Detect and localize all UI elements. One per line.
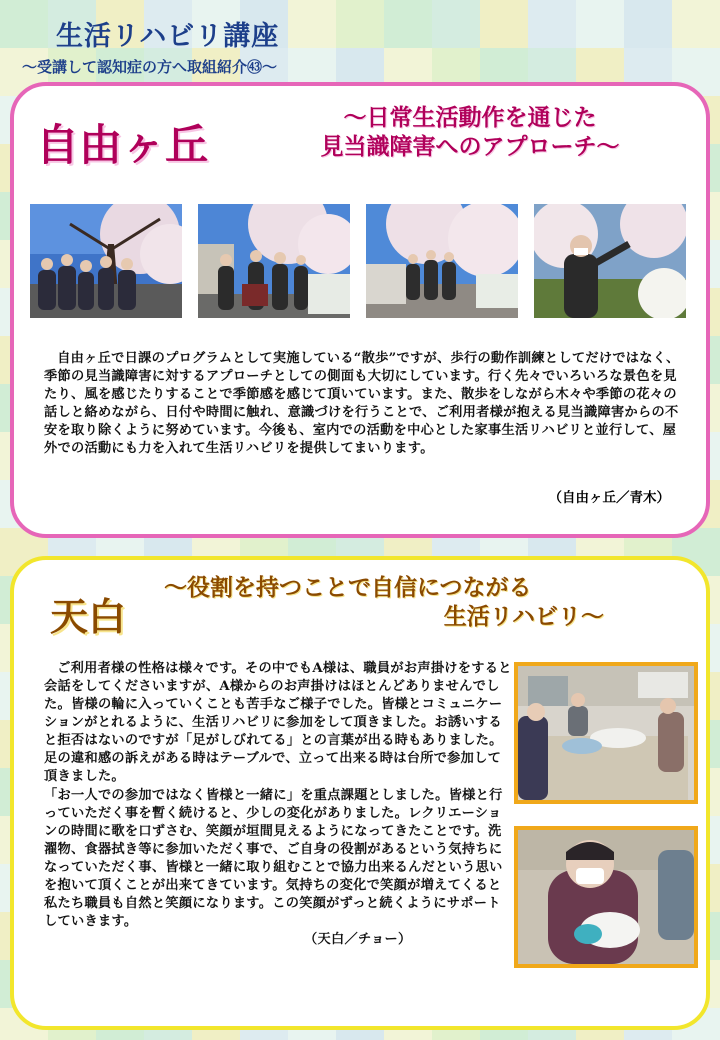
- activity-photo-2: [514, 826, 698, 968]
- walk-photo-2: [198, 204, 350, 318]
- section-tenpaku-card: [10, 556, 710, 1030]
- page-subtitle: ～受講して認知症の方へ取組紹介㊸～: [22, 58, 278, 76]
- section-author: （天白／チョー）: [304, 932, 412, 948]
- walk-photo-4: [534, 204, 686, 318]
- walk-photo-1: [30, 204, 182, 318]
- walk-photo-3: [366, 204, 518, 318]
- mosaic-tile: [672, 0, 720, 48]
- section-headline: [164, 574, 634, 632]
- section-place-name: 天白: [50, 594, 127, 639]
- section-body-text: [44, 660, 514, 949]
- mosaic-tile: [528, 0, 576, 48]
- section-place-name: 自由ヶ丘: [36, 121, 208, 171]
- mosaic-tile: [432, 0, 480, 48]
- body-paragraph-1: ご利用者様の性格は様々です。その中でもA様は、職員がお声掛けをすると会話をしてくださいますが、A様からのお声掛けはほとんどありませんでした。皆様の輪に入っていくことも苦手なご様子でした。皆様とコミュニケーションがとれるように、生活リハビリに参加をして頂きました。お誘いすると拒否はないのですが「足がしびれてる」との言葉が出る時もありました。足の違和感の訴えがある時はテーブルで、立って出来る時は台所で参加して頂きました。: [44, 661, 512, 785]
- section-body-text: 自由ヶ丘で日課のプログラムとして実施している“散歩”ですが、歩行の動作訓練としてだけではなく、季節の見当識障害に対するアプローチとしての側面も大切にしています。行く先々でいろいろな景色を見たり、風を感じたりすることで季節感を感じて頂いています。また、散歩をしながら木々や季節の花々の話しと絡めながら、日付や時間に触れ、意識づけを行うことで、ご利用者様が抱える見当識障害からの不安を取り除くように努めています。今後も、室内での活動を中心とした家事生活リハビリと並行して、屋外での活動にも力を入れて生活リハビリを提供してまいります。: [44, 351, 680, 457]
- mosaic-tile: [384, 0, 432, 48]
- mosaic-tile: [480, 0, 528, 48]
- mosaic-tile: [336, 0, 384, 48]
- mosaic-tile: [0, 0, 48, 48]
- mosaic-tile: [288, 0, 336, 48]
- body-paragraph-2: 「お一人での参加ではなく皆様と一緒に」を重点課題としました。皆様と行っていただく事を暫く続けると、少しの変化がありました。レクリエーションの時間に歌を口ずさむ、笑顔が垣間見えるようになってきたことです。洗濯物、食器拭き等に参加いただく事で、ご自身の役割があるという気持ちになっていただく事、皆様と一緒に取り組むことで協力出来るんだという思いを抱いて頂くことが出来てきています。気持ちの変化で笑顔が増えてくると私たち職員も自然と笑顔になります。この笑顔がずっと続くようにサポートしていきます。: [44, 787, 503, 930]
- headline-line-2: 見当識障害へのアプローチ～: [320, 132, 620, 160]
- headline-line-1: ～日常生活動作を通じた: [343, 104, 597, 131]
- section-author: （自由ヶ丘／青木）: [548, 490, 670, 506]
- page-title: 生活リハビリ講座: [56, 21, 280, 52]
- section-headline: [270, 104, 670, 162]
- headline-line-1: ～役割を持つことで自信につながる: [164, 574, 532, 601]
- activity-photo-1: [514, 662, 698, 804]
- section-jiyugaoka-card: [10, 82, 710, 538]
- mosaic-tile: [576, 0, 624, 48]
- mosaic-tile: [624, 0, 672, 48]
- headline-line-2: 生活リハビリ～: [443, 602, 604, 630]
